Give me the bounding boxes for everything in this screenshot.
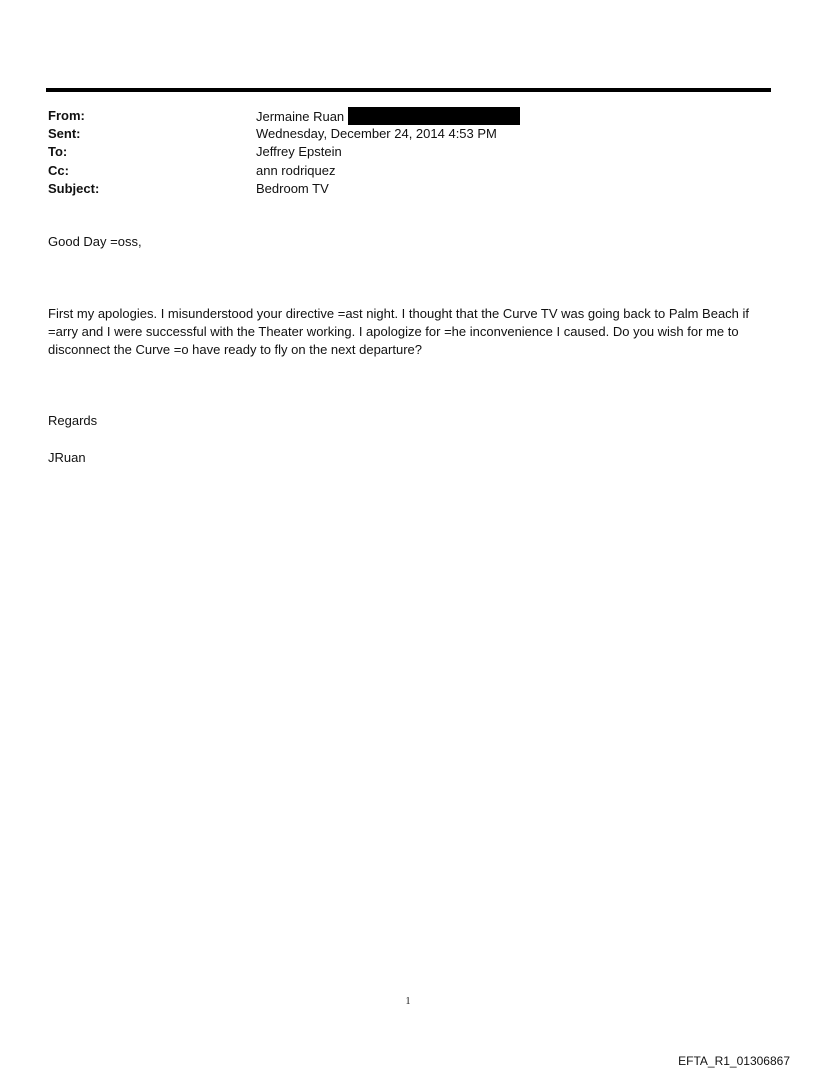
to-label: To: [48, 144, 68, 160]
sent-value: Wednesday, December 24, 2014 4:53 PM [256, 126, 497, 142]
page-number: 1 [405, 996, 411, 1007]
subject-value: Bedroom TV [256, 180, 329, 196]
to-value: Jeffrey Epstein [256, 144, 342, 160]
document-id: EFTA_R1_01306867 [678, 1054, 790, 1068]
redaction-block [348, 107, 520, 125]
closing: Regards [48, 413, 98, 428]
message-paragraph: First my apologies. I misunderstood your directive =ast night. I thought that the Curve TV was going back to Palm Beach if =arry and I were successful with the Theater working. I apologize for =he inconvenience I caused. Do you wish for me to disconnect the Curve =o have ready to fly on the next departure? [48, 306, 750, 358]
from-value [256, 107, 520, 126]
sent-label: Sent: [48, 126, 81, 142]
from-label: From: [48, 108, 85, 123]
signature: JRuan [48, 450, 86, 465]
subject-label: Subject: [48, 180, 100, 196]
greeting: Good Day =oss, [48, 234, 142, 249]
cc-value: ann rodriquez [256, 162, 336, 178]
header-rule [46, 88, 771, 92]
from-name: Jermaine Ruan [256, 109, 345, 124]
cc-label: Cc: [48, 162, 69, 178]
